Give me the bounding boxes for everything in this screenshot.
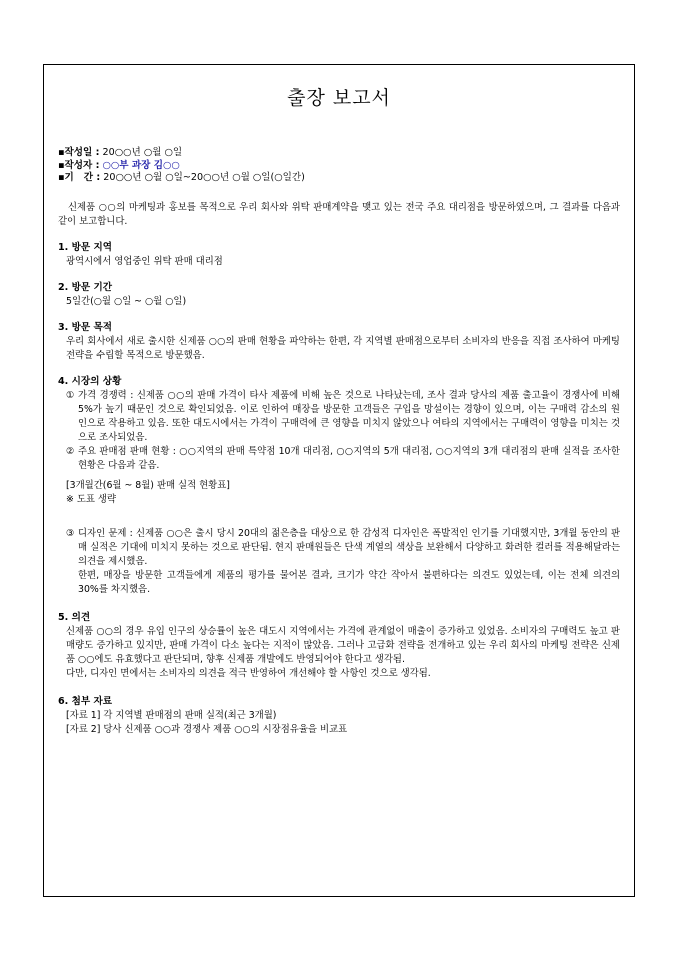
section-text: 5일간(○월 ○일 ~ ○월 ○일) (66, 295, 187, 307)
table-note: ※ 도표 생략 (66, 493, 117, 505)
section-market-status (58, 375, 620, 597)
report-content (58, 77, 620, 737)
section-heading: 1. 방문 지역 (58, 241, 113, 253)
market-item-sales (58, 445, 620, 473)
attachment-item: [자료 1] 각 지역별 판매점의 판매 실적(최근 3개월) (66, 709, 277, 721)
attachment-item: [자료 2] 당사 신제품 ○○과 경쟁사 제품 ○○의 시장점유율을 비교표 (66, 723, 348, 735)
item-marker: ① (66, 389, 75, 401)
meta-date-label: ▪작성일 : (58, 147, 100, 158)
section-visit-area (58, 241, 620, 269)
item-text-continued: 한편, 매장을 방문한 고객들에게 제품의 평가를 물어본 결과, 크기가 약간 작아서 불편하다는 의견도 있었는데, 이는 전체 의견의 30%를 차지했음. (78, 569, 620, 595)
meta-author-value: ○○부 과장 김○○ (102, 159, 180, 171)
section-heading: 6. 첨부 자료 (58, 695, 113, 707)
meta-date (58, 147, 620, 160)
market-item-design (58, 527, 620, 597)
section-heading: 5. 의견 (58, 611, 91, 623)
meta-date-value: 20○○년 ○월 ○일 (102, 147, 183, 158)
section-heading: 3. 방문 목적 (58, 321, 113, 333)
meta-author-label: ▪작성자 : (58, 159, 100, 171)
section-heading: 2. 방문 기간 (58, 281, 113, 293)
opinion-paragraph-1: 신제품 ○○의 경우 유입 인구의 상승률이 높은 대도시 지역에서는 가격에 관계없이 매출이 증가하고 있었음. 소비자의 구매력도 높고 판매량도 증가하고 있지만, 판매 가격이 다소 높다는 지적이 많았음. 그러나 고급화 전략을 전개하고 있는 우리 회사의 마케팅 전략은 신제품 ○○에도 유효했다고 판단되며, 향후 신제품 개발에도 반영되어야 한다고 생각됨. (66, 625, 620, 665)
section-opinion (58, 611, 620, 681)
intro-paragraph: 신제품 ○○의 마케팅과 홍보를 목적으로 우리 회사와 위탁 판매계약을 맺고 있는 전국 주요 대리점을 방문하였으며, 그 결과를 다음과 같이 보고합니다. (58, 201, 620, 227)
item-marker: ② (66, 445, 75, 457)
meta-period-label: ▪기 간 : (58, 172, 101, 183)
item-text: 주요 판매점 판매 현황 : ○○지역의 판매 특약점 10개 대리점, ○○지역의 5개 대리점, ○○지역의 3개 대리점의 판매 실적을 조사한 현황은 다음과 같음. (78, 445, 620, 471)
item-text-group (78, 527, 620, 597)
section-heading: 4. 시장의 상황 (58, 375, 122, 387)
item-text: 가격 경쟁력 : 신제품 ○○의 판매 가격이 타사 제품에 비해 높은 것으로 나타났는데, 조사 결과 당사의 제품 출고율이 경쟁사에 비해 5%가 높기 때문인 것으로 확인되었음. 이로 인하여 매장을 방문한 고객들은 구입을 망설이는 경향이 있으며, 이는 구매력 감소의 원인으로 작용하고 있음. 또한 대도시에서는 가격이 구매력에 큰 영향을 미치지 않았으나 여타의 지역에서는 구매력이 영향을 미치는 것으로 조사되었음. (78, 389, 620, 443)
report-meta (58, 147, 620, 185)
report-title: 출장 보고서 (287, 87, 391, 109)
meta-author (58, 160, 620, 173)
section-text: 우리 회사에서 새로 출시한 신제품 ○○의 판매 현황을 파악하는 한편, 각 지역별 판매점으로부터 소비자의 반응을 직접 조사하여 마케팅 전략을 수립할 목적으로 방문했음. (66, 335, 620, 361)
section-visit-period (58, 281, 620, 309)
item-text: 디자인 문제 : 신제품 ○○은 출시 당시 20대의 젊은층을 대상으로 한 감성적 디자인은 폭발적인 인기를 기대했지만, 3개월 동안의 판매 실적은 기대에 미치지 못하는 것으로 판단됨. 현지 판매원들은 단색 계열의 색상을 보완해서 다양하고 화려한 컬러를 적용해달라는 의견을 제시했음. (78, 527, 620, 567)
section-attachments (58, 695, 620, 737)
item-marker: ③ (66, 527, 75, 539)
section-visit-purpose (58, 321, 620, 363)
section-text: 광역시에서 영업중인 위탁 판매 대리점 (66, 255, 223, 267)
meta-period (58, 172, 620, 185)
report-frame (43, 64, 635, 897)
market-item-price (58, 389, 620, 445)
table-caption: [3개월간(6월 ~ 8월) 판매 실적 현황표] (66, 479, 230, 491)
opinion-paragraph-2: 다만, 디자인 면에서는 소비자의 의견을 적극 반영하여 개선해야 할 사항인 것으로 생각됨. (66, 667, 431, 679)
meta-period-value: 20○○년 ○월 ○일~20○○년 ○월 ○일(○일간) (103, 172, 305, 183)
